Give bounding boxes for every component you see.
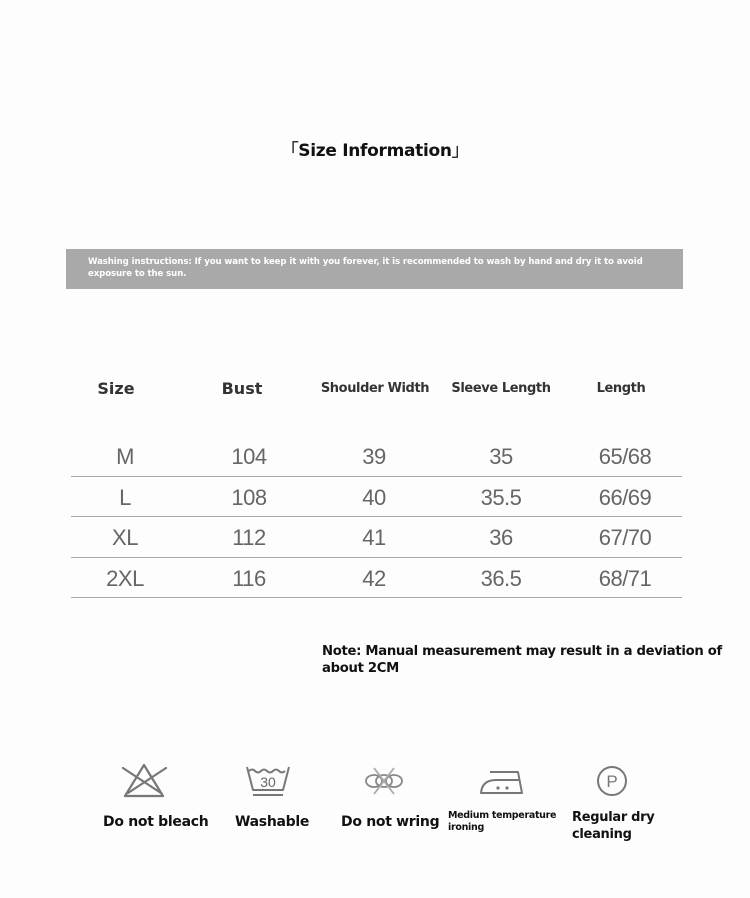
cell-shoulder-width: 40 <box>362 484 386 510</box>
table-row <box>71 517 682 558</box>
cell-shoulder-width: 41 <box>362 525 386 550</box>
care-item-no-wring <box>341 760 439 830</box>
table-row <box>71 558 682 599</box>
dry-clean-p-icon <box>572 760 662 800</box>
cell-shoulder-width: 42 <box>362 565 386 591</box>
care-label: Medium temperature ironing <box>448 810 557 833</box>
care-label: Do not wring <box>341 814 440 830</box>
cell-length: 67/70 <box>598 525 652 550</box>
header-bust: Bust <box>221 379 263 398</box>
header-size: Size <box>97 379 135 398</box>
cell-bust: 108 <box>231 484 267 510</box>
table-row <box>71 436 682 477</box>
cell-sleeve-length: 35.5 <box>480 484 522 510</box>
iron-medium-icon <box>448 760 558 800</box>
header-sleeve-length: Sleeve Length <box>451 381 551 396</box>
care-label: Do not bleach <box>103 814 209 830</box>
cell-sleeve-length: 36.5 <box>480 565 522 591</box>
care-item-no-bleach <box>103 760 213 830</box>
measurement-note: Note: Manual measurement may result in a deviation of about 2CM <box>322 644 722 676</box>
no-wring-icon <box>341 760 431 800</box>
size-table-body <box>71 436 682 598</box>
cell-sleeve-length: 36 <box>489 525 513 550</box>
cell-bust: 116 <box>232 565 266 591</box>
cell-bust: 112 <box>232 525 266 550</box>
cell-sleeve-length: 35 <box>489 444 513 469</box>
header-shoulder-width: Shoulder Width <box>320 381 430 396</box>
cell-shoulder-width: 39 <box>362 444 386 469</box>
washing-instructions-banner: Washing instructions: If you want to keep it with you forever, it is recommended to wash by hand and dry it to avoid exposure to the sun. <box>66 249 683 289</box>
care-item-wash-30 <box>235 760 309 830</box>
care-item-dry-clean <box>572 760 667 843</box>
cell-bust: 104 <box>231 444 267 469</box>
no-bleach-icon <box>103 760 213 800</box>
dry-clean-letter: P <box>606 772 618 791</box>
cell-size: 2XL <box>106 565 144 591</box>
care-label: Washable <box>235 814 310 830</box>
care-item-iron-medium <box>448 760 558 834</box>
cell-length: 68/71 <box>598 565 652 591</box>
cell-length: 65/68 <box>598 444 652 469</box>
header-length: Length <box>596 381 646 396</box>
care-label: Regular dry cleaning <box>572 810 655 842</box>
size-table-header <box>71 370 682 408</box>
cell-length: 66/69 <box>598 484 652 510</box>
wash-30-icon <box>235 760 305 800</box>
page-title: 「Size Information」 <box>281 141 469 161</box>
cell-size: M <box>116 444 134 469</box>
wash-temperature: 30 <box>260 774 276 790</box>
size-table <box>71 370 682 591</box>
cell-size: XL <box>112 525 138 550</box>
cell-size: L <box>119 484 131 510</box>
table-row <box>71 477 682 518</box>
